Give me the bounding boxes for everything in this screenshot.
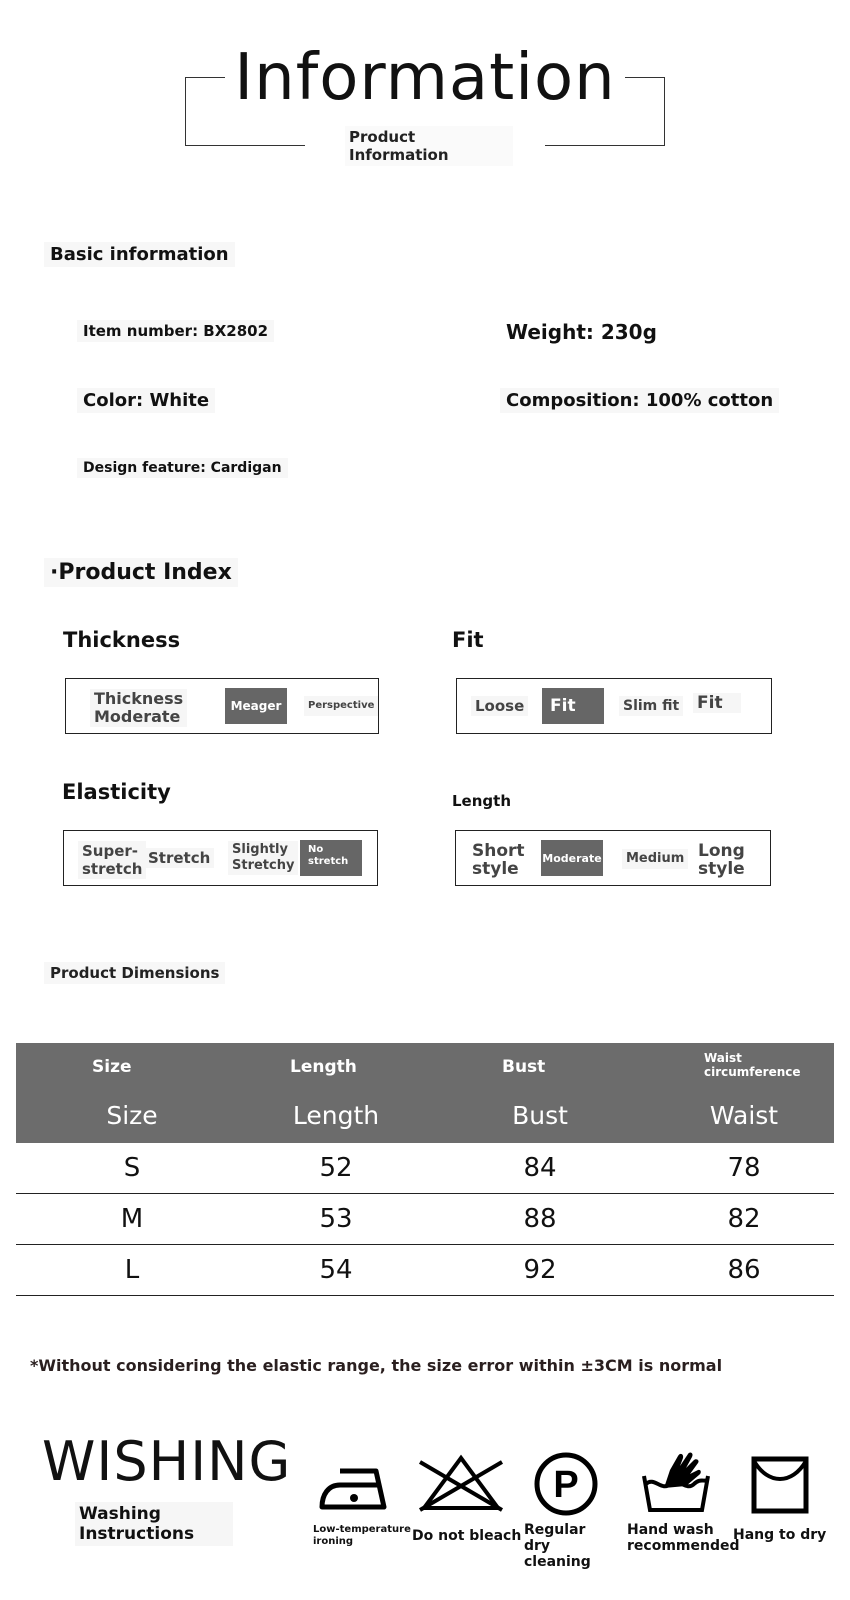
header-cell: Waist circumference	[704, 1051, 801, 1079]
option-line: No	[308, 844, 324, 855]
table-cell: 78	[727, 1153, 761, 1183]
no-bleach-icon	[418, 1452, 504, 1514]
washing-title: WISHING	[42, 1430, 292, 1493]
hang-dry-caption: Hang to dry	[733, 1527, 827, 1543]
hang-dry-icon	[750, 1455, 810, 1515]
table-cell: 92	[523, 1255, 557, 1285]
length-title: Length	[452, 792, 511, 810]
header-cell: Size	[92, 1057, 132, 1077]
table-cell: L	[124, 1255, 140, 1285]
table-cell: M	[120, 1204, 144, 1234]
option-line: Thickness	[94, 689, 184, 708]
option-line: Moderate	[94, 707, 181, 726]
iron-caption: Low-temperature ironing	[313, 1524, 411, 1547]
table-cell: 86	[727, 1255, 761, 1285]
elasticity-title: Elasticity	[62, 780, 171, 804]
fit-selected: Fit	[542, 688, 604, 724]
elasticity-option	[228, 841, 298, 875]
fit-option: Fit	[693, 693, 741, 713]
thickness-scale	[65, 678, 379, 734]
option-line: Super-	[82, 842, 139, 860]
weight: Weight: 230g	[506, 320, 657, 344]
size-note: *Without considering the elastic range, the size error within ±3CM is normal	[30, 1356, 723, 1375]
table-row	[16, 1245, 834, 1296]
length-selected: Moderate	[541, 840, 603, 876]
dry-clean-icon	[532, 1450, 600, 1518]
table-cell: 52	[319, 1153, 353, 1183]
table-cell: 54	[319, 1255, 353, 1285]
table-cell: 84	[523, 1153, 557, 1183]
page-title: Information	[234, 41, 616, 115]
table-cell: 82	[727, 1204, 761, 1234]
length-option	[694, 841, 749, 879]
length-option: Medium	[622, 849, 688, 869]
header-cell: Size	[106, 1101, 158, 1130]
fit-option: Loose	[471, 696, 528, 716]
no-bleach-caption: Do not bleach	[412, 1528, 522, 1544]
table-header	[16, 1043, 834, 1143]
dimensions-heading: Product Dimensions	[44, 962, 225, 984]
option-line: style	[698, 859, 745, 879]
subtitle-line: Information	[349, 146, 449, 164]
elasticity-scale	[63, 830, 378, 886]
table-cell: S	[123, 1153, 141, 1183]
thickness-option	[90, 689, 187, 727]
label-line: Instructions	[79, 1524, 195, 1544]
product-index-heading: ·Product Index	[44, 558, 238, 587]
table-row	[16, 1194, 834, 1245]
length-option	[468, 841, 529, 879]
elasticity-option	[78, 841, 146, 879]
fit-title: Fit	[452, 628, 484, 652]
header-cell: Bust	[512, 1101, 568, 1130]
header-cell: Bust	[502, 1057, 546, 1077]
composition: Composition: 100% cotton	[500, 388, 779, 413]
option-line: stretch	[82, 860, 143, 878]
thickness-title: Thickness	[63, 628, 181, 652]
hand-wash-caption: Hand wash recommended	[627, 1522, 740, 1554]
elasticity-selected	[300, 840, 362, 876]
hand-wash-icon	[640, 1448, 712, 1516]
item-number: Item number: BX2802	[77, 320, 274, 342]
thickness-option: Perspective	[304, 696, 378, 716]
option-line: Long	[698, 841, 745, 861]
subtitle-line: Product	[349, 128, 416, 146]
design-feature: Design feature: Cardigan	[77, 458, 288, 478]
size-table	[16, 1043, 834, 1296]
color: Color: White	[77, 388, 215, 413]
header-cell: Waist	[709, 1101, 779, 1130]
basic-info-heading: Basic information	[44, 242, 235, 267]
table-cell: 88	[523, 1204, 557, 1234]
fit-scale	[456, 678, 772, 734]
table-row	[16, 1143, 834, 1194]
thickness-selected: Meager	[225, 688, 287, 724]
washing-label	[75, 1502, 233, 1546]
elasticity-option: Stretch	[144, 848, 214, 868]
page-subtitle	[345, 126, 513, 166]
length-scale	[455, 830, 771, 886]
option-line: stretch	[308, 856, 349, 867]
header-cell: Length	[290, 1057, 357, 1077]
option-line: Stretchy	[232, 858, 295, 873]
iron-icon	[318, 1465, 394, 1515]
dry-clean-letter: P	[553, 1464, 579, 1506]
header-cell: Length	[292, 1101, 380, 1130]
option-line: Slightly	[232, 842, 288, 857]
option-line: style	[472, 859, 519, 879]
table-cell: 53	[319, 1204, 353, 1234]
fit-option: Slim fit	[619, 696, 683, 716]
option-line: Short	[472, 841, 525, 861]
dry-clean-caption: Regular dry cleaning	[524, 1522, 591, 1570]
label-line: Washing	[79, 1504, 161, 1524]
